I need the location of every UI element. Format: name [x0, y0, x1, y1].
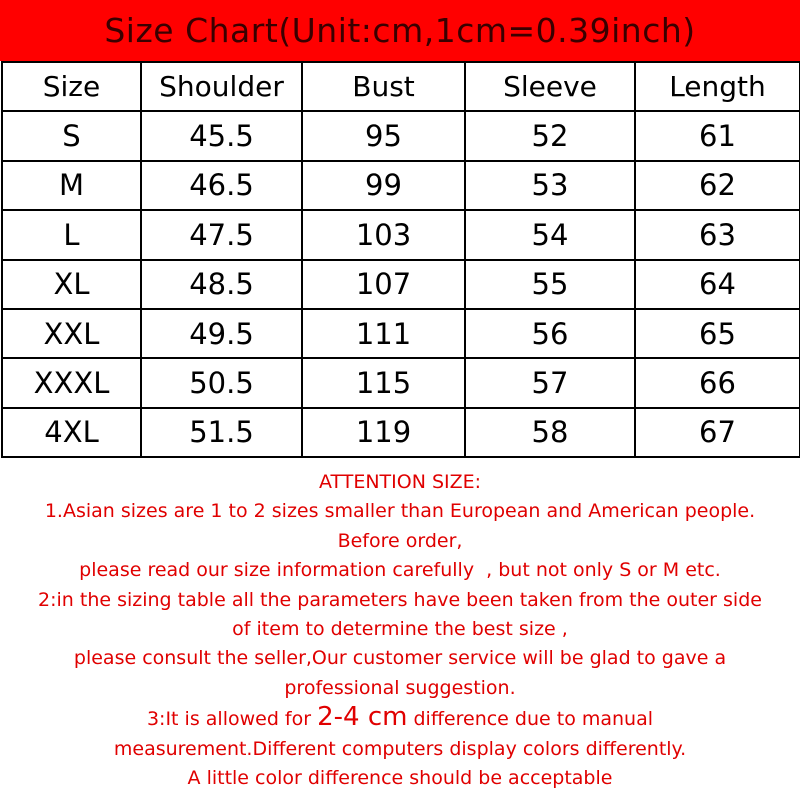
header-length: Length	[635, 62, 800, 111]
cell-sleeve: 55	[465, 260, 635, 309]
cell-bust: 111	[302, 309, 465, 358]
note-line: please consult the seller,Our customer service will be glad to gave a	[73, 647, 727, 670]
cell-shoulder: 51.5	[141, 408, 302, 457]
note-line	[0, 703, 800, 734]
note-text: 3:It is allowed for	[146, 708, 318, 731]
cell-size: S	[2, 111, 141, 160]
cell-sleeve: 52	[465, 111, 635, 160]
table-header-row	[2, 62, 800, 111]
cell-size: XXL	[2, 309, 141, 358]
cell-size: XL	[2, 260, 141, 309]
cell-bust: 107	[302, 260, 465, 309]
size-chart-title: Size Chart(Unit:cm,1cm=0.39inch)	[0, 0, 800, 61]
cell-shoulder: 48.5	[141, 260, 302, 309]
notes-heading: ATTENTION SIZE:	[318, 471, 482, 493]
cell-sleeve: 58	[465, 408, 635, 457]
cell-sleeve: 54	[465, 210, 635, 259]
cell-length: 65	[635, 309, 800, 358]
attention-notes	[0, 468, 800, 793]
table-row	[2, 260, 800, 309]
tolerance-value: 2-4 cm	[317, 702, 408, 733]
header-sleeve: Sleeve	[465, 62, 635, 111]
table-row	[2, 210, 800, 259]
cell-size: M	[2, 161, 141, 210]
table-row	[2, 408, 800, 457]
cell-length: 64	[635, 260, 800, 309]
note-text: difference due to manual	[407, 708, 654, 731]
table-row	[2, 161, 800, 210]
cell-bust: 95	[302, 111, 465, 160]
note-line: A little color difference should be acceptable	[187, 767, 613, 790]
cell-sleeve: 56	[465, 309, 635, 358]
note-line: professional suggestion.	[284, 676, 516, 699]
header-size: Size	[2, 62, 141, 111]
cell-length: 66	[635, 358, 800, 407]
cell-bust: 103	[302, 210, 465, 259]
header-bust: Bust	[302, 62, 465, 111]
cell-bust: 119	[302, 408, 465, 457]
cell-length: 61	[635, 111, 800, 160]
cell-size: XXXL	[2, 358, 141, 407]
cell-shoulder: 47.5	[141, 210, 302, 259]
note-line: 2:in the sizing table all the parameters have been taken from the outer side	[38, 588, 762, 611]
cell-length: 62	[635, 161, 800, 210]
note-line: of item to determine the best size ,	[232, 618, 568, 641]
table-row	[2, 309, 800, 358]
size-table	[1, 61, 800, 458]
cell-length: 63	[635, 210, 800, 259]
cell-size: 4XL	[2, 408, 141, 457]
cell-shoulder: 50.5	[141, 358, 302, 407]
cell-shoulder: 49.5	[141, 309, 302, 358]
header-shoulder: Shoulder	[141, 62, 302, 111]
cell-sleeve: 57	[465, 358, 635, 407]
cell-size: L	[2, 210, 141, 259]
cell-bust: 99	[302, 161, 465, 210]
note-line: Before order,	[337, 529, 463, 552]
cell-length: 67	[635, 408, 800, 457]
cell-bust: 115	[302, 358, 465, 407]
cell-sleeve: 53	[465, 161, 635, 210]
cell-shoulder: 46.5	[141, 161, 302, 210]
table-row	[2, 358, 800, 407]
table-row	[2, 111, 800, 160]
note-line: please read our size information carefully , but not only S or M etc.	[79, 559, 721, 582]
note-line: measurement.Different computers display colors differently.	[113, 737, 687, 760]
cell-shoulder: 45.5	[141, 111, 302, 160]
note-line: 1.Asian sizes are 1 to 2 sizes smaller than European and American people.	[44, 500, 756, 523]
